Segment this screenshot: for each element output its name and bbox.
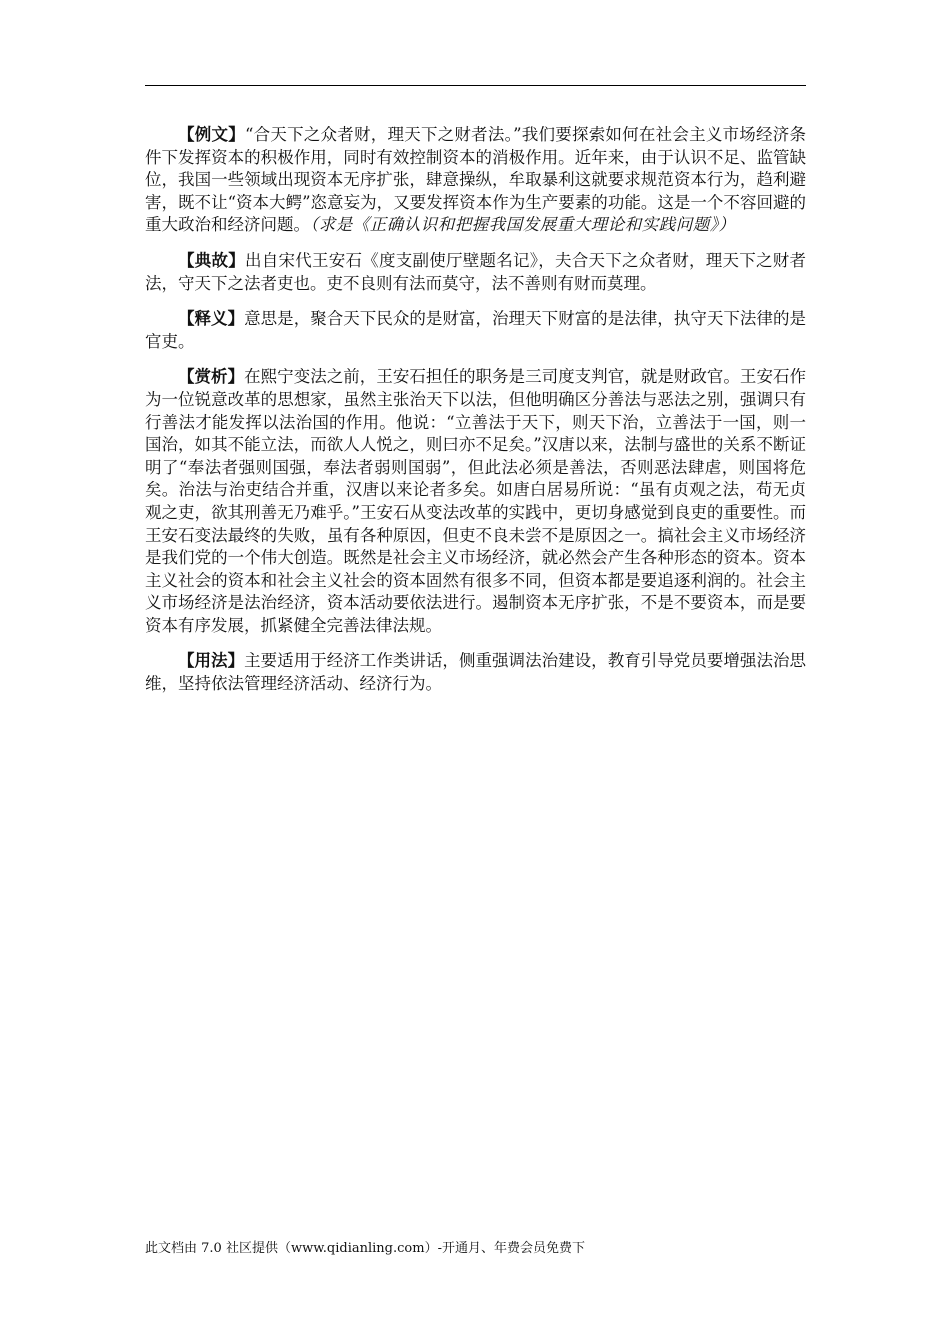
footer-note: 此文档由 7.0 社区提供（www.qidianling.com）-开通月、年费会员免费下 xyxy=(145,1241,585,1256)
text-diangu: 出自宋代王安石《度支副使厅壁题名记》，夫合天下之众者财，理天下之财者法，守天下之法者吏也。吏不良则有法而莫守，法不善则有财而莫理。 xyxy=(145,250,806,293)
paragraph-yongfa xyxy=(145,650,806,695)
paragraph-shangxi xyxy=(145,366,806,637)
header-rule xyxy=(145,85,806,86)
source-liwen: （求是《正确认识和把握我国发展重大理论和实践问题》） xyxy=(310,215,736,235)
paragraph-diangu xyxy=(145,250,806,295)
text-shangxi: 在熙宁变法之前，王安石担任的职务是三司度支判官，就是财政官。王安石作为一位锐意改革的思想家，虽然主张治天下以法，但他明确区分善法与恶法之别，强调只有行善法才能发挥以法治国的作用。他说：“立善法于天下，则天下治，立善法于一国，则一国治，如其不能立法，而欲人人悦之，则曰亦不足矣。”汉唐以来，法制与盛世的关系不断证明了“奉法者强则国强，奉法者弱则国弱”，但此法必须是善法，否则恶法肆虐，则国将危矣。治法与治吏结合并重，汉唐以来论者多矣。如唐白居易所说：“虽有贞观之法，苟无贞观之吏，欲其刑善无乃难乎。”王安石从变法改革的实践中，更切身感觉到良吏的重要性。而王安石变法最终的失败，虽有各种原因，但吏不良未尝不是原因之一。搞社会主义市场经济是我们党的一个伟大创造。既然是社会主义市场经济，就必然会产生各种形态的资本。资本主义社会的资本和社会主义社会的资本固然有很多不同，但资本都是要追逐利润的。社会主义市场经济是法治经济，资本活动要依法进行。遏制资本无序扩张，不是不要资本，而是要资本有序发展，抓紧健全完善法律法规。 xyxy=(145,367,807,635)
text-yongfa: 主要适用于经济工作类讲话，侧重强调法治建设，教育引导党员要增强法治思维，坚持依法管理经济活动、经济行为。 xyxy=(145,651,807,694)
tag-diangu: 【典故】 xyxy=(178,250,245,270)
tag-liwen: 【例文】 xyxy=(178,125,245,144)
tag-shiyi: 【释义】 xyxy=(178,309,245,329)
text-liwen: “合天下之众者财，理天下之财者法。”我们要探索如何在社会主义市场经济条件下发挥资本的积极作用，同时有效控制资本的消极作用。近年来，由于认识不足、监管缺位，我国一些领域出现资本无序扩张，肆意操纵，牟取暴利这就要求规范资本行为，趋利避害，既不让“资本大鳄”恣意妄为，又要发挥资本作为生产要素的功能。这是一个不容回避的重大政治和经济问题。 xyxy=(145,125,806,235)
paragraph-liwen xyxy=(145,124,806,237)
text-shiyi: 意思是，聚合天下民众的是财富，治理天下财富的是法律，执守天下法律的是官吏。 xyxy=(145,309,807,351)
document-body xyxy=(145,124,806,709)
tag-shangxi: 【赏析】 xyxy=(178,367,245,387)
tag-yongfa: 【用法】 xyxy=(178,651,245,671)
paragraph-shiyi xyxy=(145,308,806,353)
